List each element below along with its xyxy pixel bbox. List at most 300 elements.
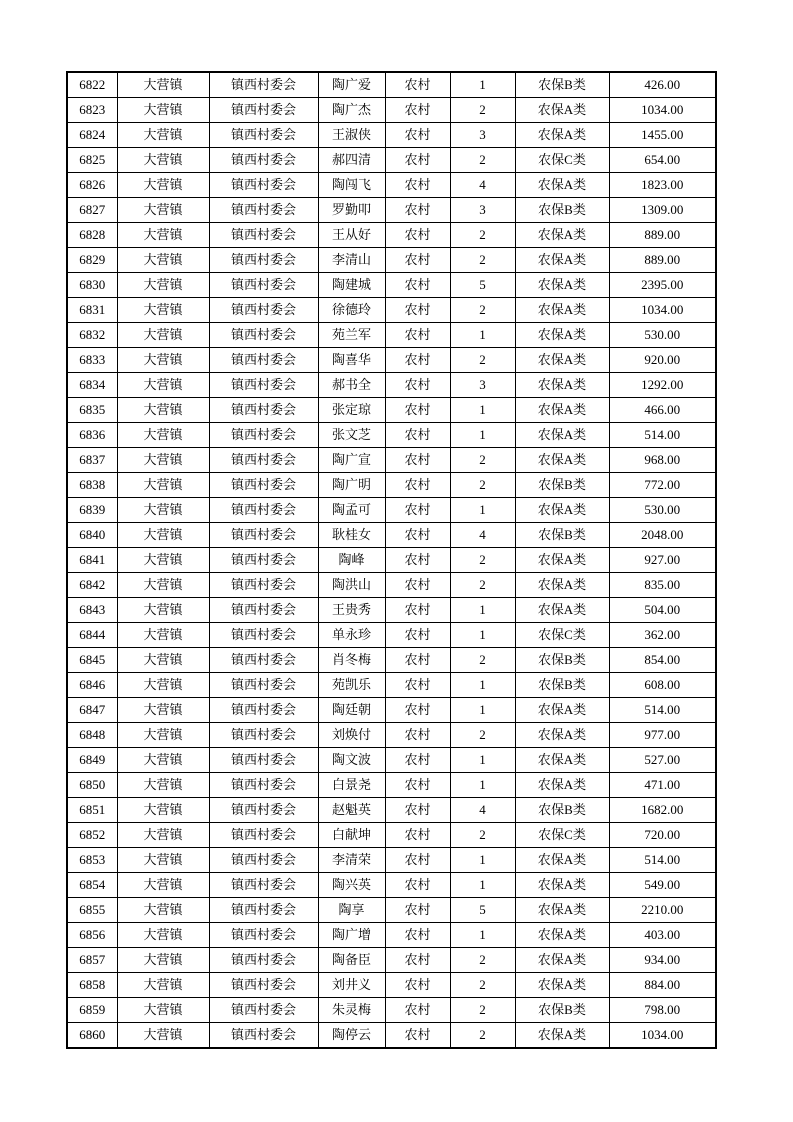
person-count-cell: 4	[450, 798, 515, 823]
insurance-category-cell: 农保A类	[515, 498, 609, 523]
person-count-cell: 4	[450, 523, 515, 548]
residence-type-cell: 农村	[385, 598, 450, 623]
residence-type-cell: 农村	[385, 823, 450, 848]
amount-cell: 471.00	[609, 773, 716, 798]
table-row	[67, 198, 716, 223]
serial-number-cell: 6848	[67, 723, 117, 748]
residence-type-cell: 农村	[385, 548, 450, 573]
person-name-cell: 耿桂女	[318, 523, 385, 548]
village-committee-cell: 镇西村委会	[209, 698, 318, 723]
serial-number-cell: 6851	[67, 798, 117, 823]
residence-type-cell: 农村	[385, 273, 450, 298]
person-count-cell: 4	[450, 173, 515, 198]
amount-cell: 1823.00	[609, 173, 716, 198]
residence-type-cell: 农村	[385, 973, 450, 998]
residence-type-cell: 农村	[385, 873, 450, 898]
residence-type-cell: 农村	[385, 98, 450, 123]
person-count-cell: 1	[450, 498, 515, 523]
insurance-category-cell: 农保A类	[515, 423, 609, 448]
serial-number-cell: 6830	[67, 273, 117, 298]
serial-number-cell: 6823	[67, 98, 117, 123]
person-count-cell: 5	[450, 898, 515, 923]
amount-cell: 426.00	[609, 72, 716, 98]
serial-number-cell: 6842	[67, 573, 117, 598]
village-committee-cell: 镇西村委会	[209, 948, 318, 973]
village-committee-cell: 镇西村委会	[209, 173, 318, 198]
person-name-cell: 郝四清	[318, 148, 385, 173]
village-committee-cell: 镇西村委会	[209, 823, 318, 848]
residence-type-cell: 农村	[385, 898, 450, 923]
insurance-category-cell: 农保A类	[515, 323, 609, 348]
residence-type-cell: 农村	[385, 248, 450, 273]
residence-type-cell: 农村	[385, 1023, 450, 1049]
person-name-cell: 陶备臣	[318, 948, 385, 973]
insurance-category-cell: 农保A类	[515, 923, 609, 948]
table-row	[67, 423, 716, 448]
person-count-cell: 2	[450, 448, 515, 473]
village-committee-cell: 镇西村委会	[209, 798, 318, 823]
town-cell: 大营镇	[117, 123, 209, 148]
town-cell: 大营镇	[117, 998, 209, 1023]
person-count-cell: 1	[450, 598, 515, 623]
person-name-cell: 陶广宣	[318, 448, 385, 473]
person-name-cell: 陶广杰	[318, 98, 385, 123]
town-cell: 大营镇	[117, 748, 209, 773]
person-name-cell: 徐德玲	[318, 298, 385, 323]
amount-cell: 362.00	[609, 623, 716, 648]
residence-type-cell: 农村	[385, 223, 450, 248]
table-row	[67, 148, 716, 173]
serial-number-cell: 6841	[67, 548, 117, 573]
person-name-cell: 陶闯飞	[318, 173, 385, 198]
serial-number-cell: 6825	[67, 148, 117, 173]
insurance-category-cell: 农保A类	[515, 348, 609, 373]
person-name-cell: 王淑侠	[318, 123, 385, 148]
table-row	[67, 72, 716, 98]
town-cell: 大营镇	[117, 648, 209, 673]
amount-cell: 527.00	[609, 748, 716, 773]
amount-cell: 654.00	[609, 148, 716, 173]
village-committee-cell: 镇西村委会	[209, 598, 318, 623]
amount-cell: 1309.00	[609, 198, 716, 223]
village-committee-cell: 镇西村委会	[209, 323, 318, 348]
serial-number-cell: 6824	[67, 123, 117, 148]
person-name-cell: 陶兴英	[318, 873, 385, 898]
amount-cell: 835.00	[609, 573, 716, 598]
table-row	[67, 898, 716, 923]
amount-cell: 403.00	[609, 923, 716, 948]
insurance-category-cell: 农保A类	[515, 598, 609, 623]
town-cell: 大营镇	[117, 348, 209, 373]
village-committee-cell: 镇西村委会	[209, 973, 318, 998]
table-row	[67, 298, 716, 323]
person-name-cell: 陶廷朝	[318, 698, 385, 723]
person-count-cell: 2	[450, 1023, 515, 1049]
amount-cell: 530.00	[609, 498, 716, 523]
serial-number-cell: 6831	[67, 298, 117, 323]
village-committee-cell: 镇西村委会	[209, 673, 318, 698]
amount-cell: 514.00	[609, 698, 716, 723]
town-cell: 大营镇	[117, 723, 209, 748]
village-committee-cell: 镇西村委会	[209, 923, 318, 948]
serial-number-cell: 6829	[67, 248, 117, 273]
residence-type-cell: 农村	[385, 723, 450, 748]
table-row	[67, 123, 716, 148]
person-name-cell: 张文芝	[318, 423, 385, 448]
insurance-category-cell: 农保A类	[515, 398, 609, 423]
table-row	[67, 973, 716, 998]
village-committee-cell: 镇西村委会	[209, 223, 318, 248]
amount-cell: 854.00	[609, 648, 716, 673]
town-cell: 大营镇	[117, 948, 209, 973]
amount-cell: 1682.00	[609, 798, 716, 823]
table-row	[67, 948, 716, 973]
insurance-category-cell: 农保A类	[515, 273, 609, 298]
town-cell: 大营镇	[117, 823, 209, 848]
serial-number-cell: 6854	[67, 873, 117, 898]
insurance-category-cell: 农保A类	[515, 573, 609, 598]
person-count-cell: 2	[450, 648, 515, 673]
residence-type-cell: 农村	[385, 498, 450, 523]
insurance-category-cell: 农保A类	[515, 298, 609, 323]
town-cell: 大营镇	[117, 973, 209, 998]
amount-cell: 2048.00	[609, 523, 716, 548]
insurance-category-cell: 农保B类	[515, 523, 609, 548]
person-count-cell: 1	[450, 398, 515, 423]
amount-cell: 1292.00	[609, 373, 716, 398]
residence-type-cell: 农村	[385, 348, 450, 373]
person-name-cell: 单永珍	[318, 623, 385, 648]
town-cell: 大营镇	[117, 798, 209, 823]
residence-type-cell: 农村	[385, 573, 450, 598]
town-cell: 大营镇	[117, 1023, 209, 1049]
village-committee-cell: 镇西村委会	[209, 298, 318, 323]
person-count-cell: 1	[450, 698, 515, 723]
residence-type-cell: 农村	[385, 648, 450, 673]
table-row	[67, 923, 716, 948]
village-committee-cell: 镇西村委会	[209, 123, 318, 148]
insurance-category-cell: 农保B类	[515, 72, 609, 98]
village-committee-cell: 镇西村委会	[209, 72, 318, 98]
person-count-cell: 1	[450, 773, 515, 798]
residence-type-cell: 农村	[385, 123, 450, 148]
serial-number-cell: 6855	[67, 898, 117, 923]
village-committee-cell: 镇西村委会	[209, 648, 318, 673]
serial-number-cell: 6836	[67, 423, 117, 448]
person-name-cell: 陶文波	[318, 748, 385, 773]
person-count-cell: 1	[450, 748, 515, 773]
residence-type-cell: 农村	[385, 423, 450, 448]
person-count-cell: 1	[450, 323, 515, 348]
village-committee-cell: 镇西村委会	[209, 723, 318, 748]
amount-cell: 772.00	[609, 473, 716, 498]
town-cell: 大营镇	[117, 548, 209, 573]
insurance-category-cell: 农保A类	[515, 448, 609, 473]
residence-type-cell: 农村	[385, 198, 450, 223]
serial-number-cell: 6834	[67, 373, 117, 398]
village-committee-cell: 镇西村委会	[209, 398, 318, 423]
village-committee-cell: 镇西村委会	[209, 898, 318, 923]
village-committee-cell: 镇西村委会	[209, 873, 318, 898]
serial-number-cell: 6859	[67, 998, 117, 1023]
town-cell: 大营镇	[117, 923, 209, 948]
person-name-cell: 苑兰军	[318, 323, 385, 348]
town-cell: 大营镇	[117, 673, 209, 698]
insurance-category-cell: 农保C类	[515, 623, 609, 648]
residence-type-cell: 农村	[385, 473, 450, 498]
serial-number-cell: 6858	[67, 973, 117, 998]
town-cell: 大营镇	[117, 72, 209, 98]
residence-type-cell: 农村	[385, 798, 450, 823]
village-committee-cell: 镇西村委会	[209, 98, 318, 123]
town-cell: 大营镇	[117, 873, 209, 898]
amount-cell: 608.00	[609, 673, 716, 698]
amount-cell: 1034.00	[609, 1023, 716, 1049]
serial-number-cell: 6833	[67, 348, 117, 373]
insurance-category-cell: 农保A类	[515, 373, 609, 398]
village-committee-cell: 镇西村委会	[209, 523, 318, 548]
serial-number-cell: 6827	[67, 198, 117, 223]
person-count-cell: 3	[450, 123, 515, 148]
town-cell: 大营镇	[117, 573, 209, 598]
serial-number-cell: 6846	[67, 673, 117, 698]
table-row	[67, 548, 716, 573]
table-row	[67, 498, 716, 523]
amount-cell: 530.00	[609, 323, 716, 348]
amount-cell: 504.00	[609, 598, 716, 623]
residence-type-cell: 农村	[385, 323, 450, 348]
insurance-category-cell: 农保C类	[515, 823, 609, 848]
insurance-category-cell: 农保A类	[515, 173, 609, 198]
town-cell: 大营镇	[117, 523, 209, 548]
insurance-category-cell: 农保B类	[515, 673, 609, 698]
serial-number-cell: 6860	[67, 1023, 117, 1049]
table-row	[67, 723, 716, 748]
person-name-cell: 陶广爱	[318, 72, 385, 98]
person-name-cell: 朱灵梅	[318, 998, 385, 1023]
town-cell: 大营镇	[117, 398, 209, 423]
village-committee-cell: 镇西村委会	[209, 623, 318, 648]
table-row	[67, 873, 716, 898]
serial-number-cell: 6828	[67, 223, 117, 248]
town-cell: 大营镇	[117, 423, 209, 448]
residence-type-cell: 农村	[385, 923, 450, 948]
person-name-cell: 陶喜华	[318, 348, 385, 373]
person-name-cell: 陶孟可	[318, 498, 385, 523]
serial-number-cell: 6826	[67, 173, 117, 198]
table-row	[67, 648, 716, 673]
village-committee-cell: 镇西村委会	[209, 748, 318, 773]
person-count-cell: 2	[450, 98, 515, 123]
table-row	[67, 623, 716, 648]
person-count-cell: 1	[450, 623, 515, 648]
person-name-cell: 罗勤叩	[318, 198, 385, 223]
table-row	[67, 523, 716, 548]
serial-number-cell: 6847	[67, 698, 117, 723]
insurance-category-cell: 农保A类	[515, 698, 609, 723]
village-committee-cell: 镇西村委会	[209, 373, 318, 398]
person-name-cell: 李清山	[318, 248, 385, 273]
serial-number-cell: 6850	[67, 773, 117, 798]
person-count-cell: 1	[450, 923, 515, 948]
village-committee-cell: 镇西村委会	[209, 548, 318, 573]
person-count-cell: 2	[450, 148, 515, 173]
table-row	[67, 248, 716, 273]
amount-cell: 798.00	[609, 998, 716, 1023]
amount-cell: 1034.00	[609, 298, 716, 323]
amount-cell: 466.00	[609, 398, 716, 423]
person-name-cell: 白献坤	[318, 823, 385, 848]
person-count-cell: 2	[450, 823, 515, 848]
amount-cell: 934.00	[609, 948, 716, 973]
village-committee-cell: 镇西村委会	[209, 573, 318, 598]
amount-cell: 889.00	[609, 248, 716, 273]
town-cell: 大营镇	[117, 298, 209, 323]
insurance-category-cell: 农保B类	[515, 998, 609, 1023]
serial-number-cell: 6832	[67, 323, 117, 348]
insurance-category-cell: 农保A类	[515, 848, 609, 873]
insurance-category-cell: 农保A类	[515, 248, 609, 273]
person-name-cell: 白景尧	[318, 773, 385, 798]
insurance-category-cell: 农保A类	[515, 548, 609, 573]
town-cell: 大营镇	[117, 773, 209, 798]
serial-number-cell: 6843	[67, 598, 117, 623]
table-row	[67, 448, 716, 473]
amount-cell: 514.00	[609, 848, 716, 873]
village-committee-cell: 镇西村委会	[209, 198, 318, 223]
town-cell: 大营镇	[117, 148, 209, 173]
table-row	[67, 848, 716, 873]
person-name-cell: 刘井义	[318, 973, 385, 998]
serial-number-cell: 6856	[67, 923, 117, 948]
serial-number-cell: 6853	[67, 848, 117, 873]
amount-cell: 2210.00	[609, 898, 716, 923]
table-row	[67, 348, 716, 373]
person-name-cell: 肖冬梅	[318, 648, 385, 673]
town-cell: 大营镇	[117, 273, 209, 298]
person-count-cell: 3	[450, 373, 515, 398]
table-row	[67, 698, 716, 723]
town-cell: 大营镇	[117, 98, 209, 123]
amount-cell: 514.00	[609, 423, 716, 448]
person-name-cell: 陶洪山	[318, 573, 385, 598]
table-row	[67, 323, 716, 348]
residence-type-cell: 农村	[385, 298, 450, 323]
residence-type-cell: 农村	[385, 848, 450, 873]
amount-cell: 977.00	[609, 723, 716, 748]
serial-number-cell: 6849	[67, 748, 117, 773]
person-name-cell: 王从好	[318, 223, 385, 248]
table-row	[67, 748, 716, 773]
serial-number-cell: 6835	[67, 398, 117, 423]
town-cell: 大营镇	[117, 223, 209, 248]
table-row	[67, 598, 716, 623]
village-committee-cell: 镇西村委会	[209, 448, 318, 473]
town-cell: 大营镇	[117, 473, 209, 498]
serial-number-cell: 6839	[67, 498, 117, 523]
amount-cell: 1034.00	[609, 98, 716, 123]
residence-type-cell: 农村	[385, 523, 450, 548]
residence-type-cell: 农村	[385, 72, 450, 98]
village-committee-cell: 镇西村委会	[209, 248, 318, 273]
person-name-cell: 陶峰	[318, 548, 385, 573]
person-count-cell: 5	[450, 273, 515, 298]
village-committee-cell: 镇西村委会	[209, 273, 318, 298]
person-count-cell: 2	[450, 723, 515, 748]
amount-cell: 549.00	[609, 873, 716, 898]
serial-number-cell: 6845	[67, 648, 117, 673]
serial-number-cell: 6857	[67, 948, 117, 973]
person-count-cell: 2	[450, 248, 515, 273]
person-count-cell: 1	[450, 72, 515, 98]
table-row	[67, 1023, 716, 1049]
town-cell: 大营镇	[117, 848, 209, 873]
town-cell: 大营镇	[117, 898, 209, 923]
town-cell: 大营镇	[117, 198, 209, 223]
town-cell: 大营镇	[117, 373, 209, 398]
person-count-cell: 1	[450, 873, 515, 898]
person-name-cell: 苑凯乐	[318, 673, 385, 698]
village-committee-cell: 镇西村委会	[209, 848, 318, 873]
residence-type-cell: 农村	[385, 623, 450, 648]
amount-cell: 1455.00	[609, 123, 716, 148]
person-name-cell: 张定琼	[318, 398, 385, 423]
insurance-category-cell: 农保B类	[515, 648, 609, 673]
village-committee-cell: 镇西村委会	[209, 498, 318, 523]
insurance-category-cell: 农保C类	[515, 148, 609, 173]
person-count-cell: 2	[450, 473, 515, 498]
serial-number-cell: 6840	[67, 523, 117, 548]
person-name-cell: 陶停云	[318, 1023, 385, 1049]
residence-type-cell: 农村	[385, 448, 450, 473]
village-committee-cell: 镇西村委会	[209, 1023, 318, 1049]
insurance-category-cell: 农保A类	[515, 948, 609, 973]
residence-type-cell: 农村	[385, 673, 450, 698]
village-committee-cell: 镇西村委会	[209, 998, 318, 1023]
amount-cell: 2395.00	[609, 273, 716, 298]
serial-number-cell: 6838	[67, 473, 117, 498]
table-row	[67, 223, 716, 248]
table-row	[67, 273, 716, 298]
town-cell: 大营镇	[117, 248, 209, 273]
person-count-cell: 3	[450, 198, 515, 223]
person-name-cell: 李清荣	[318, 848, 385, 873]
person-name-cell: 陶广增	[318, 923, 385, 948]
person-count-cell: 1	[450, 848, 515, 873]
person-count-cell: 2	[450, 973, 515, 998]
insurance-category-cell: 农保A类	[515, 223, 609, 248]
person-count-cell: 2	[450, 223, 515, 248]
amount-cell: 720.00	[609, 823, 716, 848]
insurance-category-cell: 农保A类	[515, 123, 609, 148]
person-count-cell: 2	[450, 948, 515, 973]
amount-cell: 889.00	[609, 223, 716, 248]
person-name-cell: 陶建城	[318, 273, 385, 298]
town-cell: 大营镇	[117, 498, 209, 523]
serial-number-cell: 6837	[67, 448, 117, 473]
person-count-cell: 2	[450, 998, 515, 1023]
village-committee-cell: 镇西村委会	[209, 473, 318, 498]
person-count-cell: 1	[450, 673, 515, 698]
town-cell: 大营镇	[117, 598, 209, 623]
amount-cell: 920.00	[609, 348, 716, 373]
table-row	[67, 398, 716, 423]
person-name-cell: 赵魁英	[318, 798, 385, 823]
insurance-category-cell: 农保B类	[515, 473, 609, 498]
table-row	[67, 823, 716, 848]
person-count-cell: 2	[450, 548, 515, 573]
person-name-cell: 刘焕付	[318, 723, 385, 748]
